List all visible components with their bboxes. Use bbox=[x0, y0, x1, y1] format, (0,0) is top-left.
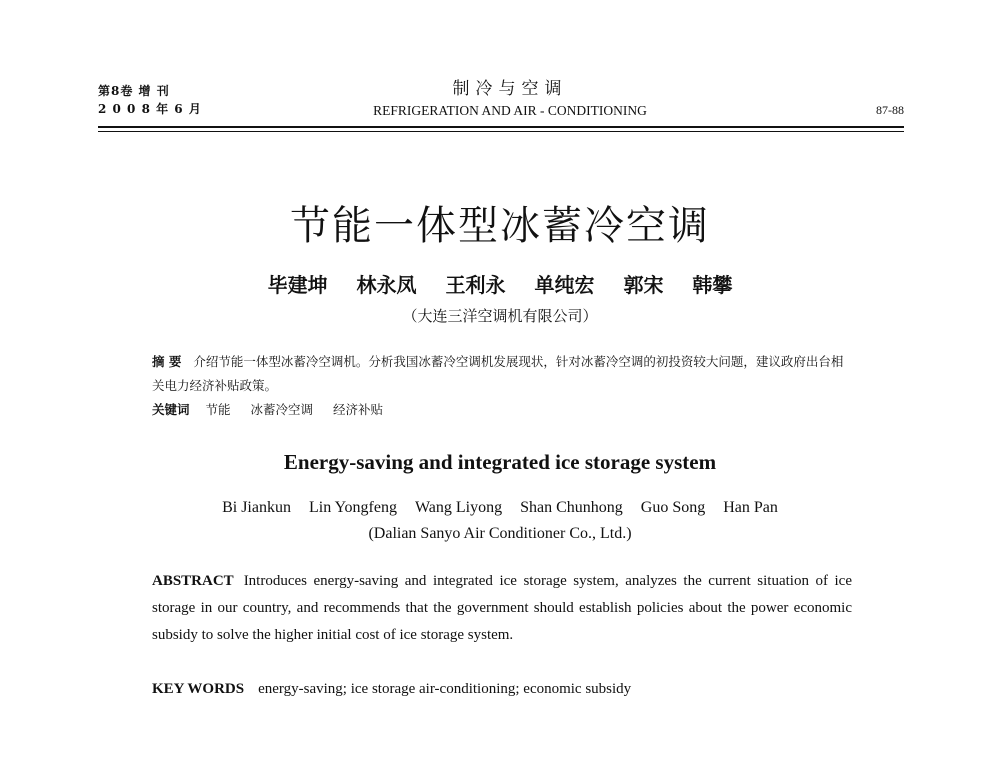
article-title-en: Energy-saving and integrated ice storage system bbox=[283, 450, 717, 474]
author-cn: 郭宋 bbox=[623, 273, 664, 297]
author-en: Wang Liyong bbox=[414, 499, 503, 516]
volume-label: 第8卷 增 刊 bbox=[98, 84, 170, 98]
keywords-en-label: KEY WORDS bbox=[152, 681, 245, 697]
author-cn: 韩攀 bbox=[692, 273, 733, 297]
abstract-cn bbox=[152, 350, 852, 398]
keywords-cn bbox=[152, 398, 852, 422]
author-en: Han Pan bbox=[723, 499, 778, 516]
author-list-en bbox=[0, 496, 1000, 520]
journal-masthead bbox=[300, 78, 720, 120]
author-en: Shan Chunhong bbox=[520, 499, 623, 516]
author-cn: 毕建坤 bbox=[267, 273, 328, 297]
author-en: Bi Jiankun bbox=[222, 499, 291, 516]
keywords-cn-label: 关键词 bbox=[152, 402, 190, 417]
author-en: Lin Yongfeng bbox=[308, 499, 397, 516]
keyword-cn: 冰蓄冷空调 bbox=[250, 402, 314, 417]
affiliation-en: (Dalian Sanyo Air Conditioner Co., Ltd.) bbox=[368, 525, 632, 542]
issue-date: 2 0 0 8 年 6 月 bbox=[98, 102, 202, 116]
abstract-cn-text: 介绍节能一体型冰蓄冷空调机。分析我国冰蓄冷空调机发展现状，针对冰蓄冷空调的初投资较大问题，建议政府出台相关电力经济补贴政策。 bbox=[152, 354, 844, 393]
keywords-en-text: energy-saving; ice storage air-conditioning; economic subsidy bbox=[258, 681, 632, 697]
article-title-cn: 节能一体型冰蓄冷空调 bbox=[290, 203, 710, 249]
author-cn: 单纯宏 bbox=[534, 273, 595, 297]
abstract-en-text: Introduces energy-saving and integrated ice storage system, analyzes the current situation of ice storage in our country, and recommends that the government should establish policies about the power economic subsidy to solve the higher initial cost of ice storage system. bbox=[152, 573, 852, 643]
header-rule-thin bbox=[98, 131, 904, 132]
author-list-cn bbox=[0, 270, 1000, 300]
abstract-en-label: ABSTRACT bbox=[152, 573, 234, 589]
journal-title-cn: 制冷与空调 bbox=[452, 79, 568, 99]
author-cn: 林永凤 bbox=[356, 273, 417, 297]
abstract-cn-label: 摘 要 bbox=[152, 354, 182, 369]
page-range: 87-88 bbox=[876, 103, 904, 117]
keyword-cn: 节能 bbox=[205, 402, 231, 417]
header-rule-thick bbox=[98, 126, 904, 128]
journal-issue-info bbox=[98, 82, 202, 118]
journal-title-en: REFRIGERATION AND AIR - CONDITIONING bbox=[373, 103, 647, 118]
affiliation-cn: （大连三洋空调机有限公司） bbox=[402, 307, 598, 325]
abstract-en bbox=[152, 568, 852, 649]
keywords-en bbox=[152, 676, 852, 703]
keyword-cn: 经济补贴 bbox=[333, 402, 384, 417]
author-en: Guo Song bbox=[640, 499, 706, 516]
author-cn: 王利永 bbox=[445, 273, 506, 297]
